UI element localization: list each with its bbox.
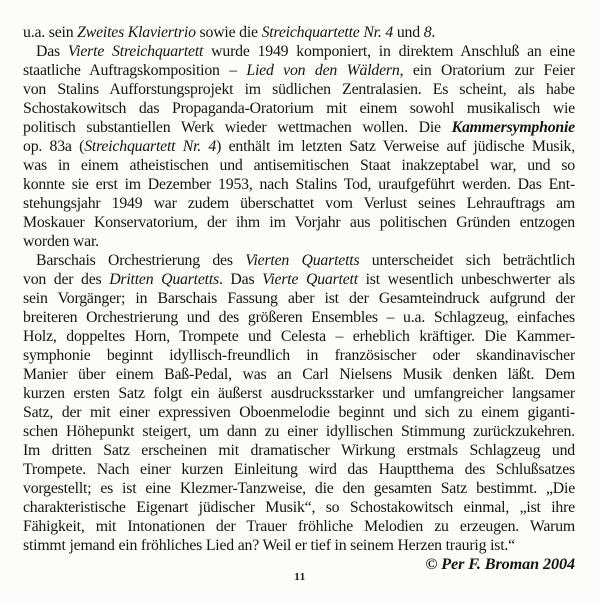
text-line [23,194,575,213]
text-line [23,118,575,137]
text-segment: . [431,24,436,41]
text-line [23,460,575,479]
text-segment: 8 [423,24,432,41]
text-segment: was in einem atheistischen und antisemitischen Staat inakzeptabel war, und so [23,157,575,174]
text-segment: Holz, doppeltes Horn, Trompete und Celesta – erheblich kräftiger. Die Kammer- [23,328,575,345]
text-line [23,232,575,251]
text-segment: und [393,24,424,41]
copyright-line: © Per F. Broman 2004 [425,555,575,573]
text-segment: von Stalins Aufforstungsprojekt im südlichen Zentralasien. Es scheint, als habe [23,81,575,98]
text-segment: op. 83a ( [23,138,85,155]
text-segment: Kammersymphonie [451,119,575,136]
text-line [23,251,575,270]
text-segment: stimmt jemand ein fröhliches Lied an? Weil er tief in seinem Herzen traurig ist.“ [23,537,515,554]
text-segment: konnte sie erst im Dezember 1953, nach Stalins Tod, uraufgeführt werden. Das Ent- [23,176,575,193]
text-segment: u.a. sein [23,24,78,41]
text-segment: Fähigkeit, mit Intonationen der Trauer fröhliche Melodien zu erzeugen. Warum [23,518,575,535]
text-line [23,289,575,308]
page-number: 11 [294,571,306,583]
text-line [23,479,575,498]
text-segment: Das [36,43,68,60]
text-segment: Vierte Streichquartett [67,43,204,60]
text-segment: Manier über einem Baß-Pedal, was an Carl Nielsens Musik denken läßt. Dem [23,366,575,383]
text-line [23,517,575,536]
text-line [23,384,575,403]
text-segment: sein Vorgänger; in Barschais Fassung aber ist der Gesamteindruck aufgrund der [23,290,575,307]
text-line [23,23,575,42]
text-line [23,156,575,175]
text-segment: Satz, der mit einer expressiven Oboenmelodie beginnt und sich zu einem giganti- [23,404,575,421]
text-segment: Moskauer Konservatorium, der ihm im Vorjahr aus politischen Gründen entzogen [23,214,575,231]
text-line [23,498,575,517]
text-segment: Schostakowitsch das Propaganda-Oratorium mit einem sowohl musikalisch wie [23,100,575,117]
text-line [23,536,575,555]
text-segment: vorgestellt; es ist eine Klezmer-Tanzweise, die den gesamten Satz bestimmt. „Die [23,480,575,497]
text-segment: staatliche Auftragskomposition – [23,62,247,79]
text-segment: politisch substantiellen Werk wieder wettmachen wollen. Die [23,119,452,136]
text-segment: Streichquartett Nr. 4 [84,138,217,155]
text-line [23,99,575,118]
text-segment: worden war. [23,233,99,250]
text-segment: symphonie beginnt idyllisch-freundlich in französischer oder skandinavischer [23,347,575,364]
text-segment: charakteristische Eigenart jüdischer Musik“, so Schostakowitsch einmal, „ist ihre [23,499,575,516]
text-block [23,23,575,574]
text-segment: unterscheidet sich beträchtlich [359,252,575,269]
text-segment: , ein Oratorium zur Feier [399,62,575,79]
text-segment: Lied von den Wäldern [246,62,400,79]
text-segment: breiteren Orchestrierung und des größeren Ensembles – u.a. Schlagzeug, einfaches [23,309,575,326]
text-segment: Zweites Klaviertrio [77,24,196,41]
text-segment: sowie die [195,24,262,41]
text-line [23,403,575,422]
text-segment: stehungsjahr 1949 war zudem überschattet vom Verlust seines Lehrauftrags am [23,195,575,212]
text-segment: Im dritten Satz erscheinen mit dramatischer Wirkung erstmals Schlagzeug und [23,442,575,459]
text-line [23,327,575,346]
text-line [23,308,575,327]
text-segment: Vierte Quartett [262,271,358,288]
text-segment: Trompete. Nach einer kurzen Einleitung wird das Hauptthema des Schlußsatzes [23,461,575,478]
text-segment: Streichquartette Nr. 4 [261,24,394,41]
text-segment: ist wesentlich unbeschwerter als [357,271,575,288]
text-line [23,422,575,441]
text-line [23,80,575,99]
text-line [23,175,575,194]
text-segment: von der des [23,271,110,288]
text-segment: Dritten Quartetts [109,271,219,288]
text-segment: Barschais Orchestrierung des [36,252,246,269]
text-segment: wurde 1949 komponiert, in direktem Anschluß an eine [203,43,575,60]
text-line [23,213,575,232]
text-line [23,61,575,80]
text-line [23,346,575,365]
text-segment: . Das [218,271,263,288]
text-segment: kurzen ersten Satz folgt ein äußerst ausdrucksstarker und umfangreicher langsamer [23,385,575,402]
text-line [23,137,575,156]
text-segment: Vierten Quartetts [245,252,360,269]
text-line [23,441,575,460]
text-line [23,42,575,61]
text-line [23,270,575,289]
text-segment: ) enthält im letzten Satz Verweise auf jüdische Musik, [216,138,575,155]
text-line [23,365,575,384]
text-segment: schen Höhepunkt steigert, um dann zu einer idyllischen Stimmung zurückzukehren. [23,423,575,440]
